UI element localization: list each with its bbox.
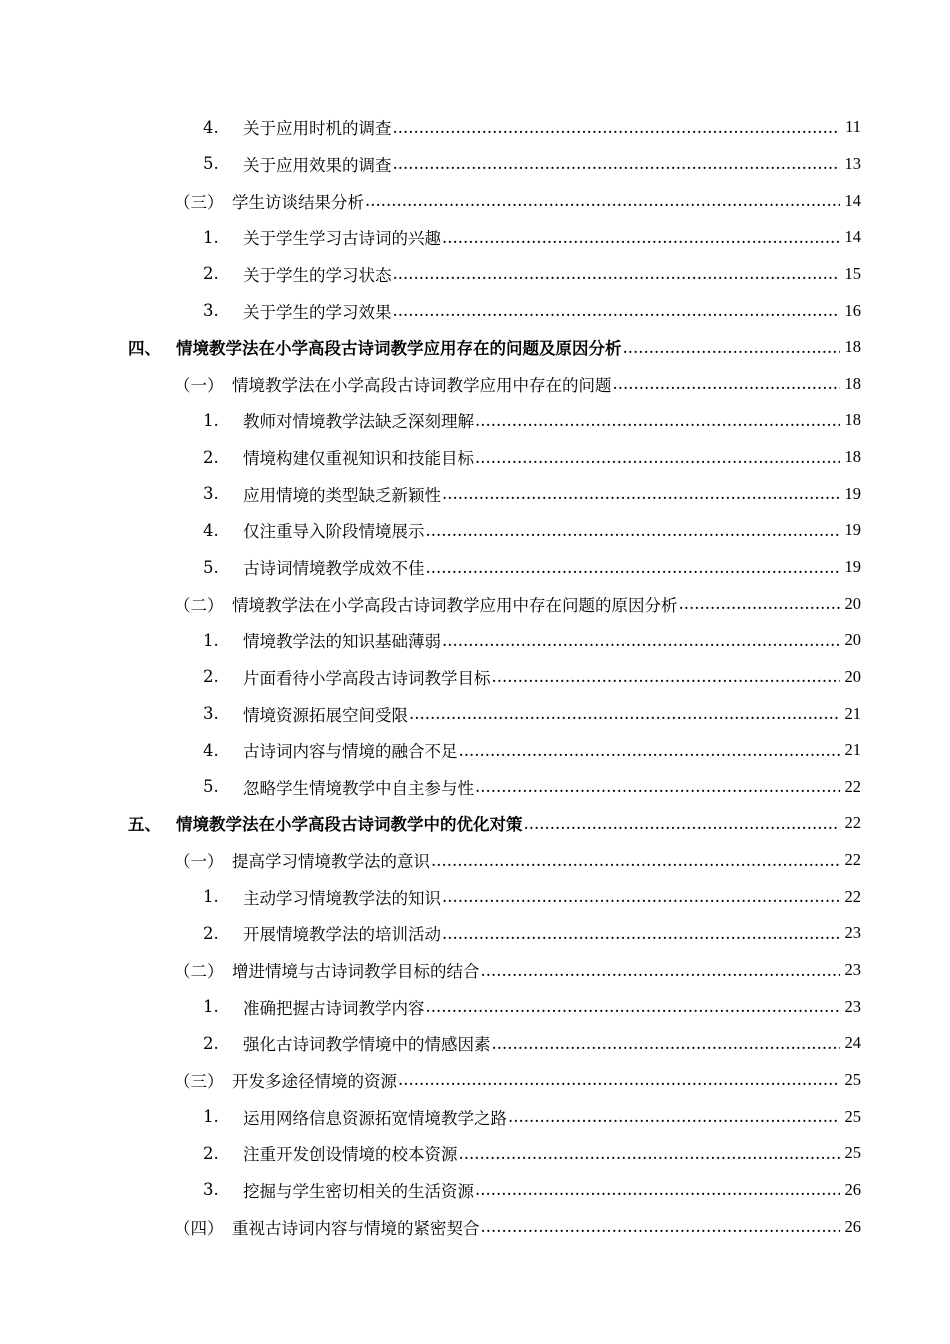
toc-entry-title-wrap [243, 152, 841, 176]
toc-entry[interactable] [0, 732, 950, 769]
toc-entry[interactable] [0, 1172, 950, 1209]
toc-entry[interactable] [0, 805, 950, 842]
toc-entry-number: 4. [203, 117, 219, 137]
toc-entry-title-wrap [232, 592, 841, 616]
toc-entry[interactable] [0, 329, 950, 366]
toc-entry-number: 3. [203, 301, 219, 321]
toc-entry-page-number: 18 [844, 373, 861, 393]
toc-leader-dots [508, 1107, 840, 1126]
toc-entry-number: 1. [203, 410, 219, 430]
toc-entry-page-number: 24 [844, 1033, 861, 1053]
toc-leader-dots [459, 1144, 841, 1163]
toc-entry-title-wrap [243, 299, 841, 323]
toc-entry-page-number: 18 [844, 447, 861, 467]
toc-entry[interactable] [0, 1062, 950, 1099]
toc-entry[interactable] [0, 365, 950, 402]
toc-entry-title: 关于学生的学习效果 [243, 302, 392, 322]
toc-entry-number: 5. [203, 557, 219, 577]
toc-entry-title-wrap [243, 445, 841, 469]
toc-entry-title: 强化古诗词教学情境中的情感因素 [243, 1035, 491, 1055]
toc-leader-dots [431, 851, 840, 870]
toc-entry[interactable] [0, 659, 950, 696]
toc-leader-dots [613, 374, 841, 393]
toc-entry[interactable] [0, 256, 950, 293]
toc-entry-number: 1. [203, 887, 219, 907]
toc-entry-title-wrap [243, 1141, 841, 1165]
toc-entry[interactable] [0, 182, 950, 219]
toc-entry[interactable] [0, 878, 950, 915]
toc-entry-title-wrap [243, 262, 841, 286]
toc-entry-title-wrap [243, 738, 841, 762]
toc-entry-title: 情境教学法在小学高段古诗词教学应用中存在问题的原因分析 [232, 595, 678, 615]
toc-entry-title-wrap [243, 628, 841, 652]
toc-entry-title-wrap [243, 555, 841, 579]
toc-entry-title-wrap [232, 1215, 841, 1239]
toc-entry-title-wrap [243, 518, 841, 542]
toc-entry[interactable] [0, 585, 950, 622]
toc-leader-dots [481, 961, 841, 980]
toc-entry-title-wrap [243, 775, 841, 799]
toc-entry-title: 忽略学生情境教学中自主参与性 [243, 778, 474, 798]
toc-entry-page-number: 15 [844, 263, 861, 283]
toc-leader-dots [426, 997, 841, 1016]
toc-entry-title: 情境教学法在小学高段古诗词教学应用存在的问题及原因分析 [176, 339, 622, 359]
toc-entry-title: 情境教学法在小学高段古诗词教学中的优化对策 [176, 815, 523, 835]
toc-entry-page-number: 22 [844, 813, 861, 833]
toc-entry-page-number: 19 [844, 483, 861, 503]
toc-entry-number: （一） [174, 375, 224, 395]
toc-entry-title-wrap [243, 1031, 841, 1055]
toc-entry-page-number: 18 [844, 337, 861, 357]
toc-leader-dots [475, 777, 840, 796]
toc-entry-title-wrap [243, 885, 841, 909]
toc-entry-title: 主动学习情境教学法的知识 [243, 888, 441, 908]
toc-entry-page-number: 23 [844, 923, 861, 943]
toc-entry[interactable] [0, 146, 950, 183]
toc-entry-title: 情境资源拓展空间受限 [243, 705, 408, 725]
toc-leader-dots [442, 228, 840, 247]
toc-entry-title: 片面看待小学高段古诗词教学目标 [243, 668, 491, 688]
toc-entry-title: 运用网络信息资源拓宽情境教学之路 [243, 1108, 507, 1128]
toc-entry[interactable] [0, 695, 950, 732]
toc-entry-title: 关于应用效果的调查 [243, 155, 392, 175]
toc-entry-title-wrap [243, 1178, 841, 1202]
toc-leader-dots [409, 704, 840, 723]
toc-leader-dots [679, 594, 841, 613]
toc-entry-page-number: 23 [844, 960, 861, 980]
toc-entry-page-number: 16 [844, 300, 861, 320]
toc-entry-page-number: 19 [844, 557, 861, 576]
toc-entry-title: 提高学习情境教学法的意识 [232, 852, 430, 872]
toc-leader-dots [492, 1034, 841, 1053]
toc-entry[interactable] [0, 988, 950, 1025]
toc-entry[interactable] [0, 402, 950, 439]
toc-entry-title: 仅注重导入阶段情境展示 [243, 522, 425, 542]
toc-entry-page-number: 23 [844, 996, 861, 1016]
toc-entry-page-number: 22 [844, 776, 861, 796]
toc-entry-number: 3. [203, 704, 219, 724]
toc-leader-dots [426, 558, 841, 577]
toc-entry-number: （四） [174, 1218, 224, 1238]
toc-entry-number: 5. [203, 154, 219, 174]
toc-entry-title: 应用情境的类型缺乏新颖性 [243, 485, 441, 505]
toc-entry[interactable] [0, 512, 950, 549]
toc-entry[interactable] [0, 475, 950, 512]
toc-leader-dots [475, 1180, 840, 1199]
toc-entry-title-wrap [243, 665, 841, 689]
toc-entry[interactable] [0, 292, 950, 329]
toc-entry[interactable] [0, 1098, 950, 1135]
toc-entry-title-wrap [243, 408, 841, 432]
toc-entry-title: 挖掘与学生密切相关的生活资源 [243, 1181, 474, 1201]
toc-entry-title: 情境构建仅重视知识和技能目标 [243, 449, 474, 469]
toc-leader-dots [459, 741, 841, 760]
toc-leader-dots [393, 264, 841, 283]
toc-entry-page-number: 25 [844, 1106, 861, 1126]
toc-entry-title: 关于学生的学习状态 [243, 265, 392, 285]
toc-entry-title: 情境教学法的知识基础薄弱 [243, 632, 441, 652]
toc-leader-dots [398, 1070, 840, 1089]
toc-entry-page-number: 18 [844, 410, 861, 430]
toc-entry-title-wrap [243, 115, 841, 139]
toc-entry-number: 2. [203, 447, 219, 467]
toc-entry-title: 增进情境与古诗词教学目标的结合 [232, 962, 480, 982]
toc-entry-page-number: 22 [844, 886, 861, 906]
toc-entry-page-number: 20 [844, 666, 861, 686]
toc-leader-dots [524, 814, 841, 833]
toc-entry-number: 5. [203, 777, 219, 797]
toc-leader-dots [492, 667, 841, 686]
toc-entry-title-wrap [243, 702, 841, 726]
toc-entry[interactable] [0, 439, 950, 476]
toc-entry[interactable] [0, 952, 950, 989]
toc-entry-page-number: 25 [844, 1143, 861, 1163]
toc-entry-page-number: 26 [844, 1216, 861, 1236]
toc-entry-page-number: 26 [844, 1179, 861, 1199]
toc-entry-title: 古诗词内容与情境的融合不足 [243, 742, 458, 762]
toc-entry-title-wrap [243, 921, 841, 945]
toc-entry-title-wrap [176, 335, 841, 359]
toc-entry-number: （一） [174, 852, 224, 872]
toc-entry-title: 情境教学法在小学高段古诗词教学应用中存在的问题 [232, 375, 612, 395]
toc-entry-number: 3. [203, 1180, 219, 1200]
toc-entry-number: 4. [203, 740, 219, 760]
toc-entry-title-wrap [176, 811, 841, 835]
toc-entry-number: （三） [174, 1071, 224, 1091]
toc-entry-number: 2. [203, 1143, 219, 1163]
toc-entry[interactable] [0, 769, 950, 806]
toc-entry-page-number: 20 [844, 630, 861, 650]
toc-leader-dots [475, 448, 840, 467]
toc-entry-page-number: 14 [844, 190, 861, 210]
toc-leader-dots [393, 154, 841, 173]
toc-entry-number: （三） [174, 192, 224, 212]
toc-entry-number: 2. [203, 1033, 219, 1053]
toc-entry-title: 注重开发创设情境的校本资源 [243, 1145, 458, 1165]
toc-entry-title: 准确把握古诗词教学内容 [243, 998, 425, 1018]
toc-leader-dots [442, 484, 840, 503]
toc-entry-number: 1. [203, 227, 219, 247]
toc-leader-dots [426, 521, 841, 540]
toc-entry-number: 1. [203, 630, 219, 650]
toc-entry-number: （二） [174, 595, 224, 615]
toc-entry-page-number: 21 [844, 703, 861, 723]
toc-entry-number: 2. [203, 264, 219, 284]
toc-entry-title-wrap [232, 372, 841, 396]
toc-leader-dots [442, 887, 840, 906]
toc-entry-page-number: 25 [844, 1069, 861, 1089]
toc-entry-title: 重视古诗词内容与情境的紧密契合 [232, 1218, 480, 1238]
toc-leader-dots [475, 411, 840, 430]
toc-entry-number: 2. [203, 667, 219, 687]
toc-entry-title: 开发多途径情境的资源 [232, 1071, 397, 1091]
toc-entry[interactable] [0, 622, 950, 659]
toc-entry-number: 4. [203, 520, 219, 540]
toc-entry-title: 古诗词情境教学成效不佳 [243, 559, 425, 578]
toc-entry[interactable] [0, 1135, 950, 1172]
toc-leader-dots [393, 118, 841, 137]
toc-entry-title: 关于学生学习古诗词的兴趣 [243, 229, 441, 249]
toc-entry[interactable] [0, 549, 950, 586]
toc-entry-page-number: 11 [845, 117, 861, 137]
toc-entry-number: 2. [203, 923, 219, 943]
toc-entry-page-number: 22 [844, 850, 861, 870]
toc-entry-number: （二） [174, 962, 224, 982]
toc-entry-title: 关于应用时机的调查 [243, 119, 392, 139]
toc-entry-number: 1. [203, 1107, 219, 1127]
toc-entry-title: 开展情境教学法的培训活动 [243, 925, 441, 945]
toc-entry-title-wrap [232, 1068, 841, 1092]
toc-entry-title: 学生访谈结果分析 [232, 192, 364, 212]
toc-entry-number: 1. [203, 997, 219, 1017]
toc-entry-page-number: 20 [844, 593, 861, 613]
toc-entry-title-wrap [243, 482, 841, 506]
toc-entry-page-number: 14 [844, 227, 861, 247]
toc-entry-title-wrap [243, 225, 841, 249]
table-of-contents [0, 109, 950, 1245]
toc-entry-title: 教师对情境教学法缺乏深刻理解 [243, 412, 474, 432]
toc-leader-dots [442, 924, 840, 943]
toc-entry-title-wrap [243, 1105, 841, 1129]
toc-entry[interactable] [0, 219, 950, 256]
toc-entry[interactable] [0, 1208, 950, 1245]
toc-leader-dots [623, 338, 841, 357]
toc-leader-dots [365, 191, 840, 210]
toc-leader-dots [481, 1217, 841, 1236]
toc-entry-page-number: 13 [844, 153, 861, 173]
toc-entry-page-number: 21 [844, 740, 861, 760]
toc-entry-number: 3. [203, 484, 219, 504]
toc-entry-title-wrap [243, 995, 841, 1019]
toc-entry-title-wrap [232, 958, 841, 982]
toc-leader-dots [442, 631, 840, 650]
toc-entry[interactable] [0, 1025, 950, 1062]
toc-entry-number: 五、 [128, 815, 161, 835]
toc-leader-dots [393, 301, 841, 320]
toc-entry-page-number: 19 [844, 520, 861, 540]
toc-entry[interactable] [0, 842, 950, 879]
toc-entry[interactable] [0, 109, 950, 146]
toc-entry-title-wrap [232, 189, 841, 213]
toc-entry-number: 四、 [128, 339, 161, 359]
toc-entry[interactable] [0, 915, 950, 952]
toc-entry-title-wrap [232, 848, 841, 872]
